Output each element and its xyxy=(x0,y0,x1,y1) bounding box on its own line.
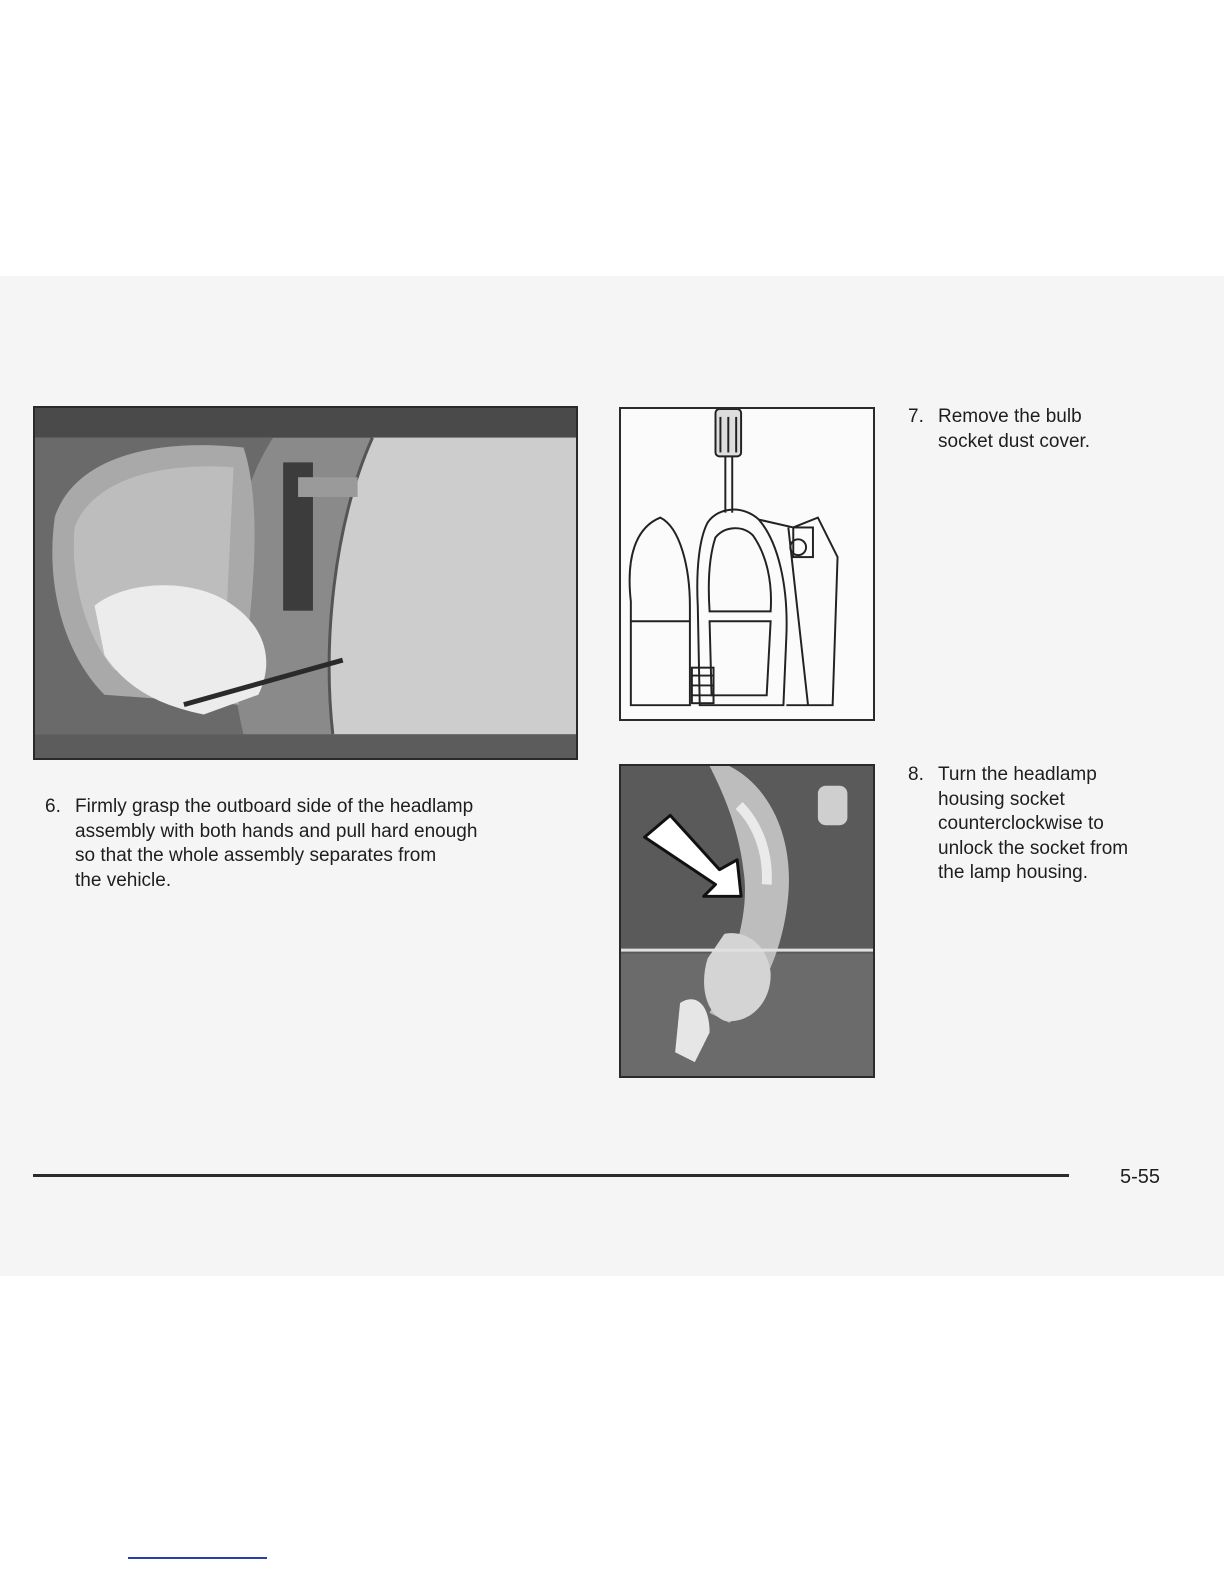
dust-cover-drawing xyxy=(619,407,875,721)
step-6-line: the vehicle. xyxy=(75,869,172,891)
step-8-line: unlock the socket from xyxy=(938,837,1129,859)
step-7-line: socket dust cover. xyxy=(938,430,1091,452)
step-6 xyxy=(45,795,565,893)
step-8-line: Turn the headlamp xyxy=(938,764,1097,785)
bottom-link-underline[interactable] xyxy=(128,1557,267,1559)
step-7-number: 7. xyxy=(908,406,924,427)
step-7 xyxy=(908,405,1188,454)
step-6-line: assembly with both hands and pull hard enough xyxy=(75,820,478,842)
step-8-line: housing socket xyxy=(938,788,1065,810)
footer-rule xyxy=(33,1174,1069,1177)
step-8-number: 8. xyxy=(908,764,924,785)
step-8-line: counterclockwise to xyxy=(938,813,1104,834)
step-8-line: the lamp housing. xyxy=(938,862,1088,883)
socket-turn-photo xyxy=(619,764,875,1078)
step-6-line: so that the whole assembly separates from xyxy=(75,845,437,866)
step-8 xyxy=(908,763,1188,886)
step-6-number: 6. xyxy=(45,796,61,817)
step-6-line: Firmly grasp the outboard side of the headlamp xyxy=(75,796,474,817)
headlamp-removal-photo xyxy=(33,406,578,760)
step-7-line: Remove the bulb xyxy=(938,406,1082,427)
page-number: 5-55 xyxy=(1120,1166,1161,1188)
